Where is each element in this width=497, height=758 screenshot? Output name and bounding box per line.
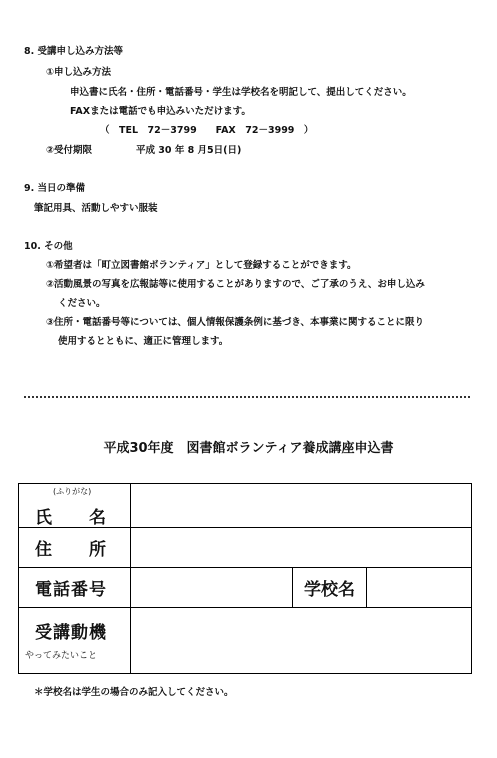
school-label-cell	[293, 568, 367, 608]
address-label: 住 所	[35, 540, 107, 560]
section9-line1: 筆記用具、活動しやすい服装	[34, 203, 158, 214]
application-form	[18, 483, 472, 674]
name-field[interactable]	[131, 484, 472, 528]
section8-sub2-label: ②受付期限	[46, 145, 93, 156]
section8-sub2-value: 平成 30 年 8 月5日(日)	[136, 145, 242, 156]
phone-field[interactable]	[131, 568, 293, 608]
section10-item1: ①希望者は「町立図書館ボランティア」として登録することができます。	[46, 260, 357, 271]
address-label-cell	[19, 528, 131, 568]
furigana-label: (ふりがな)	[53, 487, 92, 496]
phone-label-cell	[19, 568, 131, 608]
section9-heading: 9. 当日の準備	[24, 183, 86, 194]
section8-line2: FAXまたは電話でも申込みいただけます。	[70, 106, 251, 117]
section10-item2b: ください。	[58, 298, 106, 309]
section10-heading: 10. その他	[24, 241, 73, 252]
motive-sublabel: やってみたいこと	[25, 651, 98, 661]
section10-item3a: ③住所・電話番号等については、個人情報保護条例に基づき、本事業に関することに限り	[46, 317, 424, 328]
form-title: 平成30年度 図書館ボランティア養成講座申込書	[103, 441, 394, 456]
section8-tel: （ TEL 72－3799 FAX 72－3999 ）	[100, 125, 314, 136]
school-field[interactable]	[367, 568, 472, 608]
school-label: 学校名	[304, 580, 355, 600]
school-note: ＊学校名は学生の場合のみ記入してください。	[34, 687, 234, 698]
section8-sub1: ①申し込み方法	[46, 67, 112, 78]
name-label-cell	[19, 484, 131, 528]
section8-line1: 申込書に氏名・住所・電話番号・学生は学校名を明記して、提出してください。	[70, 87, 412, 98]
section10-item3b: 使用するとともに、適正に管理します。	[58, 336, 229, 347]
cut-line	[24, 396, 470, 398]
motive-field[interactable]	[131, 608, 472, 674]
motive-label: 受講動機	[35, 623, 107, 643]
motive-label-cell	[19, 608, 131, 674]
section8-heading: 8. 受講申し込み方法等	[24, 46, 124, 57]
section10-item2a: ②活動風景の写真を広報誌等に使用することがありますので、ご了承のうえ、お申し込み	[46, 279, 425, 290]
phone-label: 電話番号	[35, 580, 107, 600]
address-field[interactable]	[131, 528, 472, 568]
name-label: 氏 名	[35, 508, 107, 528]
